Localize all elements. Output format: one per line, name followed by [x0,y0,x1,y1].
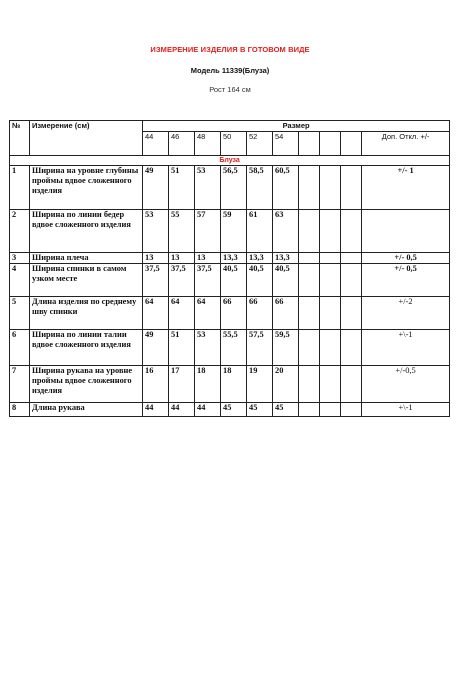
height-label: Рост 164 см [209,85,251,94]
measurement-value: 17 [169,366,195,403]
measurement-value: 66 [247,297,273,330]
measurement-value: 45 [273,403,299,417]
row-number: 7 [10,366,30,403]
measurement-value: 64 [169,297,195,330]
measurement-value: 20 [273,366,299,403]
empty-cell [320,253,341,264]
measurement-value: 57 [195,210,221,253]
tolerance-value: +\-1 [362,403,450,417]
measurement-value: 37,5 [195,264,221,297]
measurement-value: 49 [143,166,169,210]
size-header: 52 [247,132,273,156]
row-number: 6 [10,330,30,366]
measurement-value: 53 [195,330,221,366]
measurement-value: 64 [143,297,169,330]
size-header: 46 [169,132,195,156]
empty-cell [299,330,320,366]
measurement-value: 51 [169,330,195,366]
col-measure-header: Измерение (см) [30,121,143,156]
table-row [10,403,450,417]
measurement-value: 45 [247,403,273,417]
empty-cell [341,297,362,330]
measurement-value: 13 [195,253,221,264]
col-no-header: № [10,121,30,156]
measurement-rows [10,166,450,417]
measurement-value: 66 [273,297,299,330]
measurement-value: 13 [143,253,169,264]
empty-cell [320,264,341,297]
measurement-value: 55 [169,210,195,253]
measurement-value: 18 [221,366,247,403]
measurement-value: 51 [169,166,195,210]
row-number: 5 [10,297,30,330]
measurement-value: 40,5 [273,264,299,297]
measurement-name: Ширина по линии талии вдвое сложенного изделия [30,330,143,366]
measurement-name: Ширина плеча [30,253,143,264]
measurement-name: Ширина на уровне глубины проймы вдвое сложенного изделия [30,166,143,210]
tolerance-value: +\-1 [362,330,450,366]
measurement-value: 59,5 [273,330,299,366]
measurement-value: 53 [143,210,169,253]
table-row [10,330,450,366]
model-label: Модель 11339(Блуза) [190,66,270,75]
empty-cell [341,403,362,417]
empty-cell [299,210,320,253]
measurement-name: Длина изделия по среднему шву спинки [30,297,143,330]
empty-size-cell [299,132,320,156]
measurement-name: Ширина спинки в самом узком месте [30,264,143,297]
measurement-value: 13 [169,253,195,264]
document-title: ИЗМЕРЕНИЕ ИЗДЕЛИЯ В ГОТОВОМ ВИДЕ [150,45,310,54]
empty-cell [341,366,362,403]
empty-cell [299,403,320,417]
row-number: 4 [10,264,30,297]
empty-size-cell [320,132,341,156]
table-row [10,297,450,330]
measurement-value: 18 [195,366,221,403]
tolerance-header: Доп. Откл. +/- [362,132,450,156]
measurement-value: 59 [221,210,247,253]
col-size-header: Размер [143,121,450,132]
table-row [10,253,450,264]
empty-cell [299,297,320,330]
measurement-value: 57,5 [247,330,273,366]
row-number: 8 [10,403,30,417]
measurement-value: 19 [247,366,273,403]
tolerance-value: +/- 0,5 [362,264,450,297]
empty-size-cell [341,132,362,156]
measurement-value: 55,5 [221,330,247,366]
empty-cell [341,166,362,210]
empty-cell [299,366,320,403]
empty-cell [341,210,362,253]
row-number: 2 [10,210,30,253]
measurement-value: 63 [273,210,299,253]
measurement-value: 40,5 [221,264,247,297]
empty-cell [299,253,320,264]
empty-cell [341,253,362,264]
size-header: 44 [143,132,169,156]
measurement-value: 56,5 [221,166,247,210]
tolerance-value: +/-0,5 [362,366,450,403]
empty-cell [341,264,362,297]
empty-cell [320,403,341,417]
measurement-value: 61 [247,210,273,253]
measurement-name: Длина рукава [30,403,143,417]
empty-cell [320,330,341,366]
table-row [10,366,450,403]
tolerance-value: +/-2 [362,297,450,330]
table-row [10,264,450,297]
measurement-value: 13,3 [273,253,299,264]
measurement-value: 53 [195,166,221,210]
size-header: 50 [221,132,247,156]
row-number: 1 [10,166,30,210]
measurement-value: 13,3 [247,253,273,264]
measurement-value: 44 [169,403,195,417]
empty-cell [320,366,341,403]
section-label: Блуза [10,156,450,166]
measurement-value: 45 [221,403,247,417]
tolerance-value [362,210,450,253]
measurement-value: 58,5 [247,166,273,210]
empty-cell [320,297,341,330]
measurement-value: 44 [143,403,169,417]
size-header: 48 [195,132,221,156]
header-row [10,121,450,132]
section-row [10,156,450,166]
empty-cell [299,264,320,297]
measurement-value: 37,5 [169,264,195,297]
measurement-name: Ширина по линии бедер вдвое сложенного изделия [30,210,143,253]
measurement-value: 37,5 [143,264,169,297]
empty-cell [320,210,341,253]
measurement-value: 44 [195,403,221,417]
measurement-name: Ширина рукава на уровне проймы вдвое сложенного изделия [30,366,143,403]
size-header: 54 [273,132,299,156]
table-row [10,210,450,253]
tolerance-value: +/- 1 [362,166,450,210]
empty-cell [299,166,320,210]
tolerance-value: +/- 0,5 [362,253,450,264]
measurement-value: 49 [143,330,169,366]
measurement-value: 66 [221,297,247,330]
measurement-table [9,120,450,417]
measurement-value: 60,5 [273,166,299,210]
measurement-value: 13,3 [221,253,247,264]
row-number: 3 [10,253,30,264]
measurement-value: 16 [143,366,169,403]
measurement-value: 64 [195,297,221,330]
measurement-value: 40,5 [247,264,273,297]
table-row [10,166,450,210]
empty-cell [341,330,362,366]
empty-cell [320,166,341,210]
